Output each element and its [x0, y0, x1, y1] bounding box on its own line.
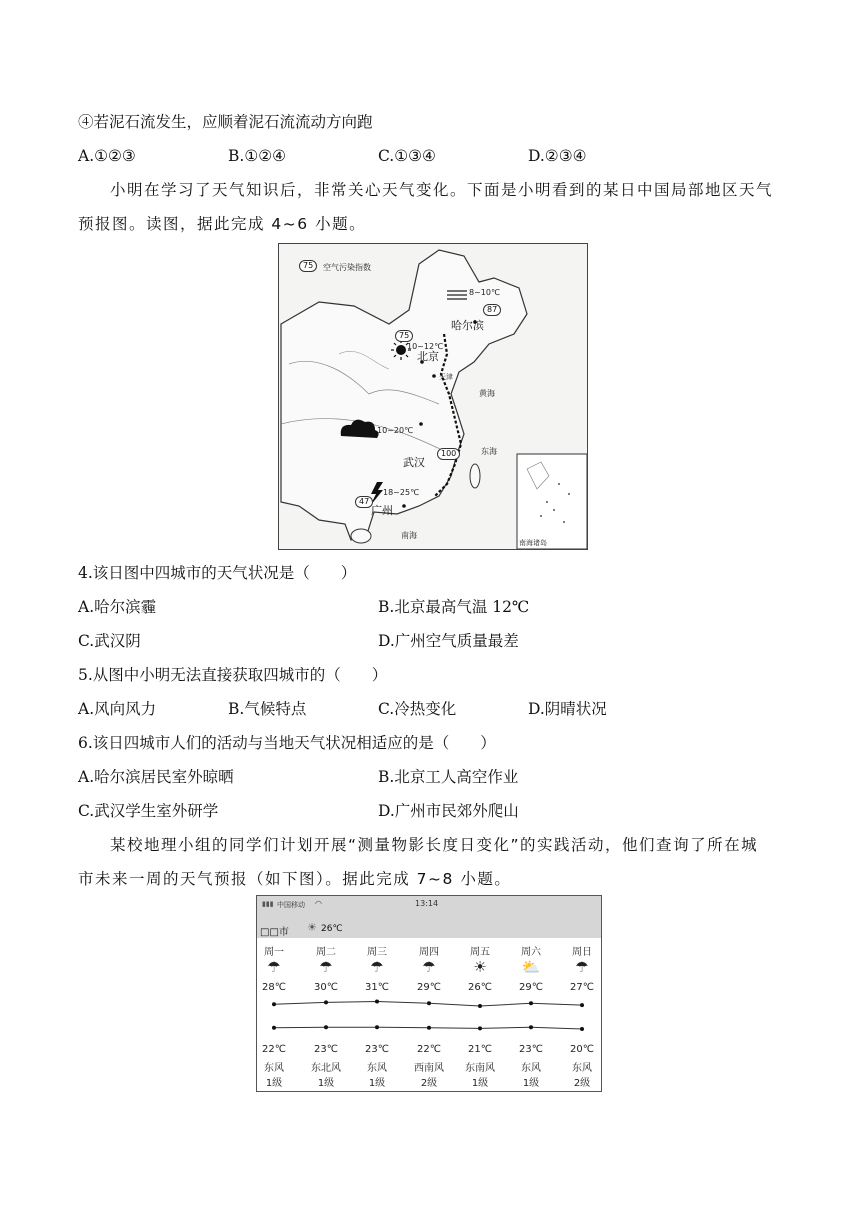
weather-forecast-map	[278, 243, 588, 550]
low-temp-point	[324, 1025, 328, 1029]
q3-option-d: D.②③④	[528, 147, 587, 165]
low-temp: 20℃	[570, 1044, 594, 1055]
beijing-label: 北京	[417, 350, 439, 363]
day-label: 周六	[521, 947, 541, 958]
beijing-temp: 10~12℃	[407, 342, 444, 351]
wind-direction: 东风	[367, 1063, 387, 1074]
low-temp-point	[375, 1025, 379, 1029]
tianjin-label: 天津	[439, 373, 453, 381]
day-label: 周一	[264, 947, 284, 958]
q5-option-a: A.风向风力	[78, 700, 157, 718]
high-temp: 29℃	[417, 982, 441, 993]
rain-icon: ☂	[319, 958, 333, 976]
wuhan-aqi: 100	[437, 448, 460, 460]
east-sea-label: 东海	[481, 447, 497, 456]
rain-icon: ☂	[422, 958, 436, 976]
low-temp: 21℃	[468, 1044, 492, 1055]
wind-direction: 东风	[572, 1063, 592, 1074]
high-temp: 30℃	[314, 982, 338, 993]
low-temp-point	[529, 1025, 533, 1029]
wind-direction: 东南风	[465, 1063, 495, 1074]
rain-icon: ☂	[575, 958, 589, 976]
q4-option-d: D.广州空气质量最差	[378, 632, 519, 650]
wind-level: 1级	[265, 1078, 283, 1089]
day-label: 周五	[470, 947, 490, 958]
wind-level: 2级	[420, 1078, 438, 1089]
high-temp-point	[427, 1001, 431, 1005]
temperature-trend-chart	[257, 896, 603, 1093]
q6-option-b: B.北京工人高空作业	[378, 768, 519, 786]
city-name: □□市	[260, 927, 289, 938]
high-temp-point	[272, 1002, 276, 1006]
intro-paragraph-2-line-2: 市未来一周的天气预报（如下图）。据此完成 7~8 小题。	[78, 870, 512, 888]
q5-option-c: C.冷热变化	[378, 700, 457, 718]
status-time: 13:14	[415, 899, 439, 908]
high-temp: 31℃	[365, 982, 389, 993]
intro-paragraph-1-line-1: 小明在学习了天气知识后，非常关心天气变化。下面是小明看到的某日中国局部地区天气	[110, 181, 774, 199]
wind-level: 1级	[522, 1078, 540, 1089]
harbin-aqi: 87	[483, 304, 501, 316]
harbin-temp: 8~10℃	[469, 288, 500, 297]
wind-direction: 东北风	[311, 1063, 341, 1074]
legend-aqi-badge: 75	[299, 260, 317, 272]
high-temp: 27℃	[570, 982, 594, 993]
intro-paragraph-2-line-1: 某校地理小组的同学们计划开展“测量物影长度日变化”的实践活动，他们查询了所在城	[110, 836, 759, 854]
harbin-label: 哈尔滨	[451, 319, 484, 332]
partly-cloudy-icon: ⛅	[521, 958, 541, 976]
legend-label: 空气污染指数	[323, 263, 371, 272]
carrier-label: 中国移动	[277, 901, 305, 909]
guangzhou-aqi: 47	[355, 496, 373, 508]
q6-stem: 6.该日四城市人们的活动与当地天气状况相适应的是（ ）	[78, 734, 496, 752]
wind-direction: 东风	[264, 1063, 284, 1074]
q6-option-d: D.广州市民郊外爬山	[378, 802, 519, 820]
wind-direction: 东风	[521, 1063, 541, 1074]
high-temp: 28℃	[262, 982, 286, 993]
day-label: 周三	[367, 947, 387, 958]
rain-icon: ☂	[370, 958, 384, 976]
wind-level: 1级	[317, 1078, 335, 1089]
q6-option-a: A.哈尔滨居民室外晾晒	[78, 768, 234, 786]
q3-statement-4: ④若泥石流发生，应顺着泥石流流动方向跑	[78, 113, 373, 131]
q4-stem: 4.该日图中四城市的天气状况是（ ）	[78, 564, 357, 582]
q4-option-a: A.哈尔滨霾	[78, 598, 157, 616]
south-sea-label: 南海	[401, 531, 417, 540]
day-label: 周二	[316, 947, 336, 958]
low-temp: 23℃	[314, 1044, 338, 1055]
q5-stem: 5.从图中小明无法直接获取四城市的（ ）	[78, 666, 388, 684]
low-temp-point	[580, 1027, 584, 1031]
high-temp-point	[529, 1001, 533, 1005]
low-temp: 22℃	[262, 1044, 286, 1055]
sun-icon: ☀	[473, 958, 487, 976]
weather-app-screenshot	[256, 895, 602, 1092]
wind-level: 2级	[573, 1078, 591, 1089]
q3-option-a: A.①②③	[78, 147, 136, 165]
low-temp-point	[272, 1026, 276, 1030]
wuhan-temp: 10~20℃	[377, 426, 414, 435]
q3-option-c: C.①③④	[378, 147, 436, 165]
low-temp: 23℃	[365, 1044, 389, 1055]
current-temp: 26℃	[321, 924, 343, 934]
wind-level: 1级	[368, 1078, 386, 1089]
high-temp-point	[478, 1004, 482, 1008]
beijing-aqi: 75	[395, 330, 413, 342]
current-sun-icon: ☀	[307, 921, 317, 934]
low-temp-point	[427, 1026, 431, 1030]
signal-icon: ▮▮▮	[262, 900, 274, 908]
rain-icon: ☂	[267, 958, 281, 976]
low-temp: 22℃	[417, 1044, 441, 1055]
intro-paragraph-1-line-2: 预报图。读图，据此完成 4~6 小题。	[78, 215, 367, 233]
china-outline-map	[279, 244, 587, 549]
q4-option-c: C.武汉阴	[78, 632, 141, 650]
wind-direction: 西南风	[414, 1063, 444, 1074]
q4-option-b: B.北京最高气温 12℃	[378, 598, 530, 616]
guangzhou-label: 广州	[371, 504, 393, 517]
wifi-icon: ◠	[315, 899, 322, 908]
q6-option-c: C.武汉学生室外研学	[78, 802, 219, 820]
day-label: 周四	[419, 947, 439, 958]
high-temp-point	[324, 1000, 328, 1004]
day-label: 周日	[572, 947, 592, 958]
yellow-sea-label: 黄海	[479, 389, 495, 398]
low-temp: 23℃	[519, 1044, 543, 1055]
q5-option-d: D.阴晴状况	[528, 700, 607, 718]
high-temp-point	[580, 1003, 584, 1007]
wind-level: 1级	[471, 1078, 489, 1089]
high-temp: 29℃	[519, 982, 543, 993]
q5-option-b: B.气候特点	[228, 700, 307, 718]
inset-label: 南海诸岛	[519, 539, 547, 547]
wuhan-label: 武汉	[403, 456, 425, 469]
high-temp-point	[375, 1000, 379, 1004]
low-temp-point	[478, 1026, 482, 1030]
high-temp: 26℃	[468, 982, 492, 993]
guangzhou-temp: 18~25℃	[383, 488, 420, 497]
q3-option-b: B.①②④	[228, 147, 287, 165]
